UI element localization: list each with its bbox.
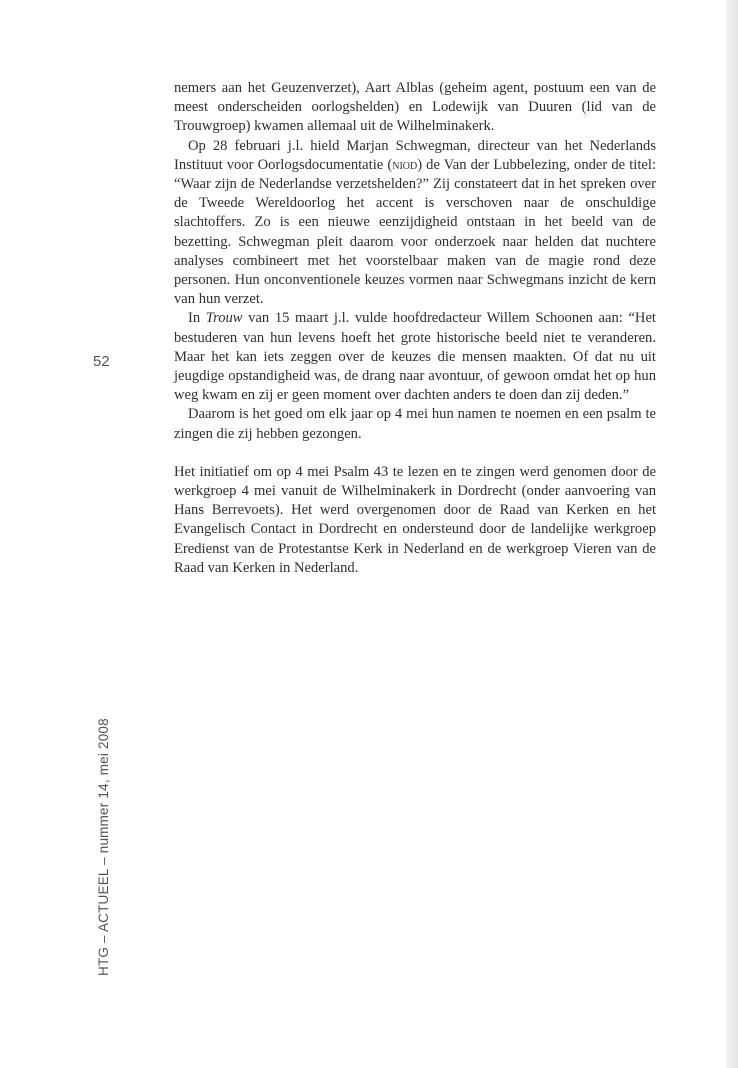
- paragraph-3-start: In: [188, 310, 206, 327]
- newspaper-title: Trouw: [205, 310, 243, 327]
- article-text: [174, 79, 656, 578]
- paragraph-2: [174, 137, 656, 310]
- paragraph-2-start: Op 28 februari j.l. hield Marjan Schwegman, directeur van het Nederlands Instituut voor Oorlogsdocumentatie (: [174, 137, 656, 173]
- running-footer: HTG – ACTUEEL – nummer 14, mei 2008: [96, 718, 111, 976]
- paragraph-5: Het initiatief om op 4 mei Psalm 43 te lezen en te zingen werd genomen door de werkgroep 4 mei vanuit de Wilhelminakerk in Dordrecht (onder aanvoering van Hans Berrevoets). Het werd overgenomen door de Raad van Kerken en het Evangelisch Contact in Dordrecht en ondersteund door de landelijke werkgroep Eredienst van de Protestantse Kerk in Nederland en de werkgroep Vieren van de Raad van Kerken in Nederland.: [174, 463, 656, 576]
- paragraph-3-rest: van 15 maart j.l. vulde hoofdredacteur Willem Schoonen aan: “Het bestuderen van hun levens hoeft het grote historische beeld niet te veranderen. Maar het kan iets zeggen over de keuzes die mensen maakten. Of dat nu uit jeugdige opstandigheid was, de drang naar avontuur, of gewoon omdat het op hun weg kwam en zij er geen moment over dachten anders te doen dan zij deden.”: [174, 310, 656, 404]
- niod-abbreviation: niod: [392, 156, 418, 173]
- paragraph-1: nemers aan het Geuzenverzet), Aart Alblas (geheim agent, postuum een van de meest onderscheiden oorlogshelden) en Lodewijk van Duuren (lid van de Trouwgroep) kwamen allemaal uit de Wilhelminakerk.: [174, 80, 656, 135]
- paragraph-2-rest: ) de Van der Lubbelezing, onder de titel: “Waar zijn de Nederlandse verzetshelden?” Zij constateert dat in het spreken over de Tweede Wereldoorlog het accent is verschoven naar de onschuldige slachtoffers. Zo is een nieuwe eenzijdigheid ontstaan in het beeld van de bezetting. Schwegman pleit daarom voor onderzoek naar helden dat nuchtere analyses combineert met het voorstelbaar maken van de magie rond deze personen. Hun onconventionele keuzes vormen naar Schwegmans inzicht de kern van hun verzet.: [174, 156, 656, 308]
- paragraph-4: Daarom is het goed om elk jaar op 4 mei hun namen te noemen en een psalm te zingen die zij hebben gezongen.: [174, 406, 656, 442]
- paragraph-3: [174, 309, 656, 405]
- page-edge: [726, 0, 738, 1068]
- page-number: 52: [93, 353, 110, 370]
